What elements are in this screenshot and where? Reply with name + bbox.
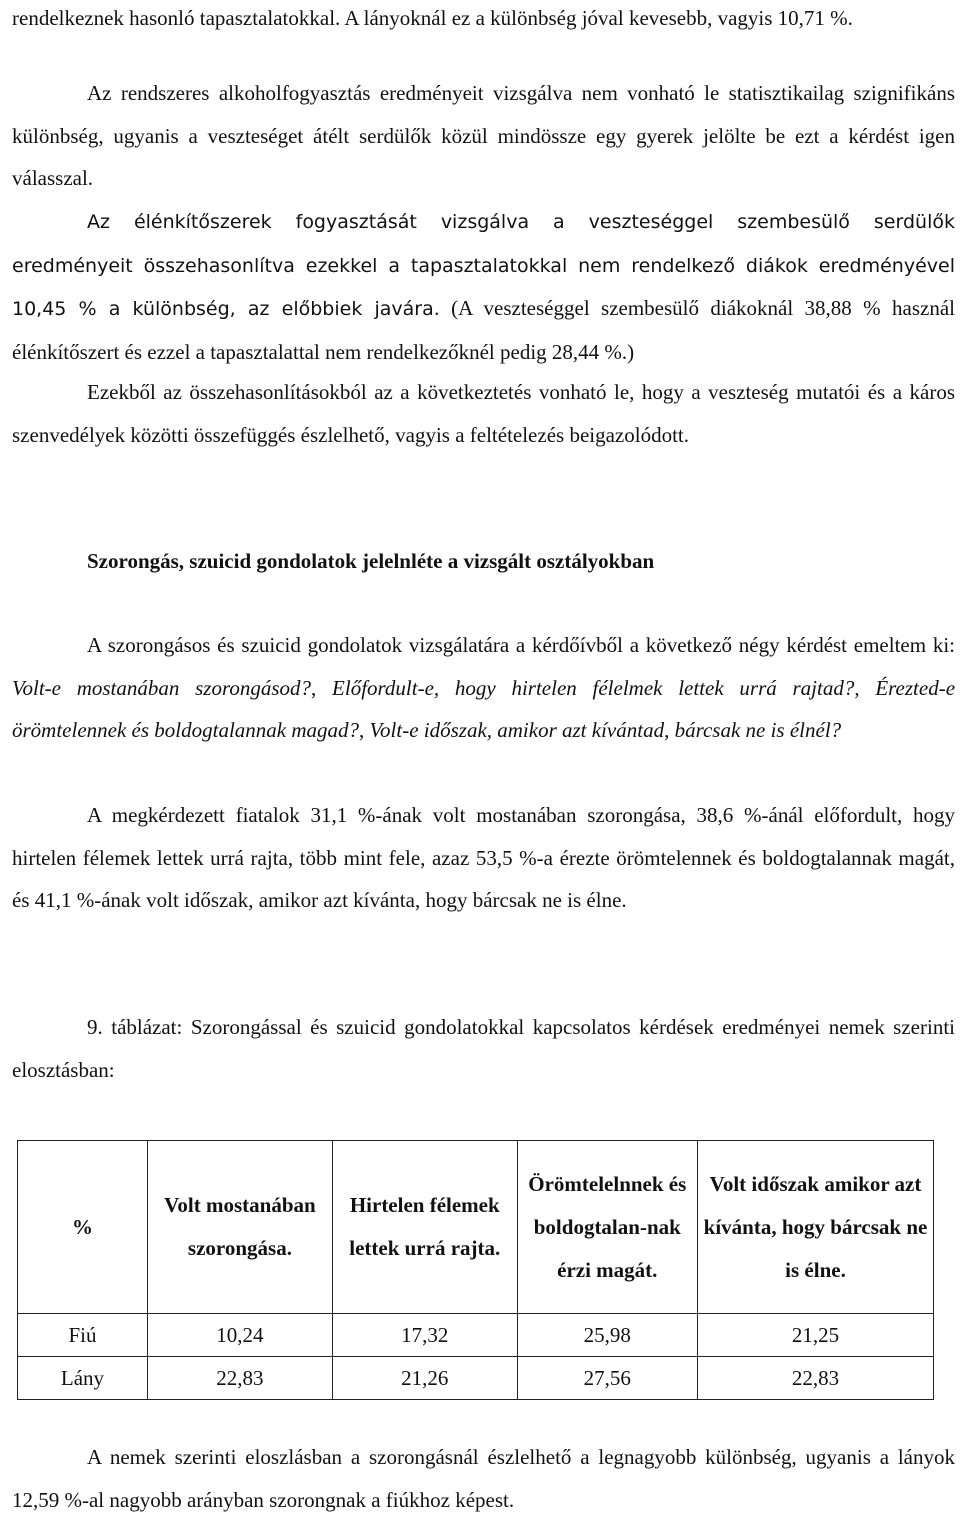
header-wish-not-live: Volt időszak amikor azt kívánta, hogy bárcsak ne is élne. <box>698 1141 934 1314</box>
header-percent: % <box>18 1141 148 1314</box>
question-2: Előfordult-e, hogy hirtelen félelmek lettek urrá rajtad? <box>332 675 855 700</box>
stimulants-note: (A veszteséggel szembesülő diákoknál 38,88 % használ élénkítőszert és ezzel a tapasztalattal nem rendelkezőknél pedig 28,44 %.) <box>12 296 955 364</box>
questions-lead: A szorongásos és szuicid gondolatok vizsgálatára a kérdőívből a következő négy kérdést emeltem ki: <box>87 633 955 657</box>
table-cell: 10,24 <box>147 1314 332 1357</box>
header-anxiety: Volt mostanában szorongása. <box>147 1141 332 1314</box>
table-row <box>18 1314 934 1357</box>
question-1: Volt-e mostanában szorongásod? <box>12 675 312 700</box>
paragraph-intro-continuation: rendelkeznek hasonló tapasztalatokkal. A lányoknál ez a különbség jóval kevesebb, vagyis 10,71 %. <box>12 6 853 30</box>
question-4: Volt-e időszak, amikor azt kívántad, bárcsak ne is élnél? <box>369 718 842 742</box>
table-cell: 21,25 <box>698 1314 934 1357</box>
paragraph-conclusion: Ezekből az összehasonlításokból az a következtetés vonható le, hogy a veszteség mutatói és a káros szenvedélyek közötti összefüggés észlelhető, vagyis a feltételezés beigazolódott. <box>12 380 955 447</box>
table-cell: 21,26 <box>332 1357 517 1400</box>
table-cell: 25,98 <box>517 1314 697 1357</box>
table-cell: 22,83 <box>147 1357 332 1400</box>
paragraph-results: A megkérdezett fiatalok 31,1 %-ának volt mostanában szorongása, 38,6 %-ánál előfordult, hogy hirtelen félemek lettek urrá rajta, több mint fele, azaz 53,5 %-a érezte örömtelennek és boldogtalannak magát, és 41,1 %-ának volt időszak, amikor azt kívánta, hogy bárcsak ne is élne. <box>12 803 955 912</box>
header-unhappy: Örömtelelnnek és boldogtalan-nak érzi magát. <box>517 1141 697 1314</box>
paragraph-questions: A szorongásos és szuicid gondolatok vizsgálatára a kérdőívből a következő négy kérdést emeltem ki: Volt-e mostanában szorongásod?, Előfordult-e, hogy hirtelen félelmek lettek urrá rajtad?, Érezted-e örömtelennek és boldogtalannak magad?, Volt-e időszak, amikor azt kívántad, bárcsak ne is élnél? <box>12 633 956 742</box>
table-cell: 22,83 <box>698 1357 934 1400</box>
row-label-boy: Fiú <box>18 1314 148 1357</box>
header-sudden-fear: Hirtelen félemek lettek urrá rajta. <box>332 1141 517 1314</box>
table-cell: 27,56 <box>517 1357 697 1400</box>
question-3: Érezted-e örömtelennek és boldogtalannak magad? <box>12 675 956 742</box>
section-heading: Szorongás, szuicid gondolatok jelelnléte a vizsgált osztályokban <box>87 549 655 573</box>
paragraph-alcohol: Az rendszeres alkoholfogyasztás eredményeit vizsgálva nem vonható le statisztikailag szignifikáns különbség, ugyanis a veszteséget átélt serdülők közül mindössze egy gyerek jelölte be ezt a kérdést igen válasszal. <box>12 81 955 190</box>
row-label-girl: Lány <box>18 1357 148 1400</box>
paragraph-stimulants <box>12 200 955 373</box>
paragraph-closing: A nemek szerinti eloszlásban a szorongásnál észlelhető a legnagyobb különbség, ugyanis a lányok 12,59 %-al nagyobb arányban szorongnak a fiúkhoz képest. <box>12 1445 955 1512</box>
table-caption: 9. táblázat: Szorongással és szuicid gondolatokkal kapcsolatos kérdések eredményei nemek szerinti elosztásban: <box>12 1015 955 1082</box>
table-row <box>18 1357 934 1400</box>
stimulants-text: Az élénkítőszerek fogyasztását vizsgálva a veszteséggel szembesülő serdülők eredményeit összehasonlítva ezekkel a tapasztalatokkal nem rendelkező diákok eredményével 10,45 % a különbség, az előbbiek javára. <box>12 211 955 320</box>
table-cell: 17,32 <box>332 1314 517 1357</box>
results-table <box>17 1140 934 1400</box>
table-header-row <box>18 1141 934 1314</box>
